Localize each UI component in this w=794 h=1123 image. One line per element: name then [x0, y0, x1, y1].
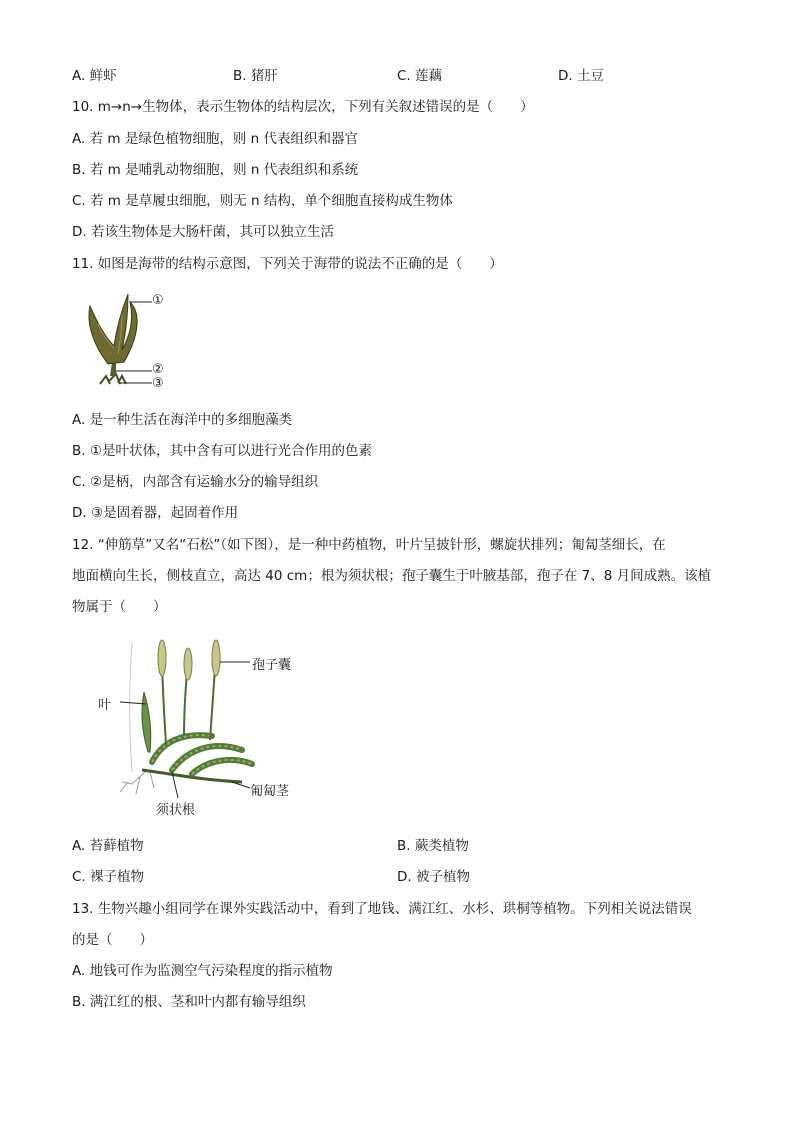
q11-stem: 11. 如图是海带的结构示意图，下列关于海带的说法不正确的是（ ）: [72, 256, 503, 272]
q9-option-b: B. 猪肝: [233, 68, 278, 84]
q12-option-a: A. 苔藓植物: [72, 838, 144, 854]
clubmoss-label-leaf: 叶: [98, 698, 112, 713]
q12-stem-line-3: 物属于（ ）: [72, 599, 167, 615]
q12-option-d: D. 被子植物: [397, 869, 470, 885]
q10-option-b: B. 若 m 是哺乳动物细胞，则 n 代表组织和系统: [72, 162, 359, 178]
kelp-figure: [80, 284, 190, 396]
clubmoss-figure: [92, 632, 322, 822]
q12-stem-line-2: 地面横向生长，侧枝直立，高达 40 cm；根为须状根；孢子囊生于叶腋基部，孢子在 7、8 月间成熟。该植: [72, 568, 712, 584]
kelp-illustration: [80, 284, 190, 396]
q11-option-a: A. 是一种生活在海洋中的多细胞藻类: [72, 412, 293, 428]
clubmoss-label-sporangium: 孢子囊: [252, 658, 292, 673]
kelp-label-3: ③: [152, 376, 164, 391]
q11-option-d: D. ③是固着器，起固着作用: [72, 505, 239, 521]
q11-option-b: B. ①是叶状体，其中含有可以进行光合作用的色素: [72, 443, 372, 459]
q12-option-c: C. 裸子植物: [72, 869, 145, 885]
q10-option-a: A. 若 m 是绿色植物细胞，则 n 代表组织和器官: [72, 131, 358, 147]
q9-option-c: C. 莲藕: [397, 68, 443, 84]
q10-option-c: C. 若 m 是草履虫细胞，则无 n 结构，单个细胞直接构成生物体: [72, 193, 453, 209]
q13-stem-line-2: 的是（ ）: [72, 932, 153, 948]
q9-option-a: A. 鲜虾: [72, 68, 117, 84]
q12-stem-line-1: 12. “伸筋草”又名“石松”（如下图），是一种中药植物，叶片呈披针形，螺旋状排列；匍匐茎细长，在: [72, 537, 666, 553]
q9-option-d: D. 土豆: [558, 68, 604, 84]
kelp-label-1: ①: [152, 293, 164, 308]
q10-option-d: D. 若该生物体是大肠杆菌，其可以独立生活: [72, 224, 334, 240]
q11-option-c: C. ②是柄，内部含有运输水分的输导组织: [72, 474, 319, 490]
q13-stem-line-1: 13. 生物兴趣小组同学在课外实践活动中，看到了地钱、满江红、水杉、珙桐等植物。下列相关说法错误: [72, 901, 692, 917]
clubmoss-label-stolon: 匍匐茎: [250, 784, 290, 799]
q13-option-a: A. 地钱可作为监测空气污染程度的指示植物: [72, 963, 333, 979]
q13-option-b: B. 满江红的根、茎和叶内都有输导组织: [72, 994, 306, 1010]
clubmoss-label-root: 须状根: [156, 803, 196, 818]
q10-stem: 10. m→n→生物体，表示生物体的结构层次，下列有关叙述错误的是（ ）: [72, 99, 534, 115]
kelp-label-2: ②: [152, 362, 164, 377]
q12-option-b: B. 蕨类植物: [397, 838, 469, 854]
